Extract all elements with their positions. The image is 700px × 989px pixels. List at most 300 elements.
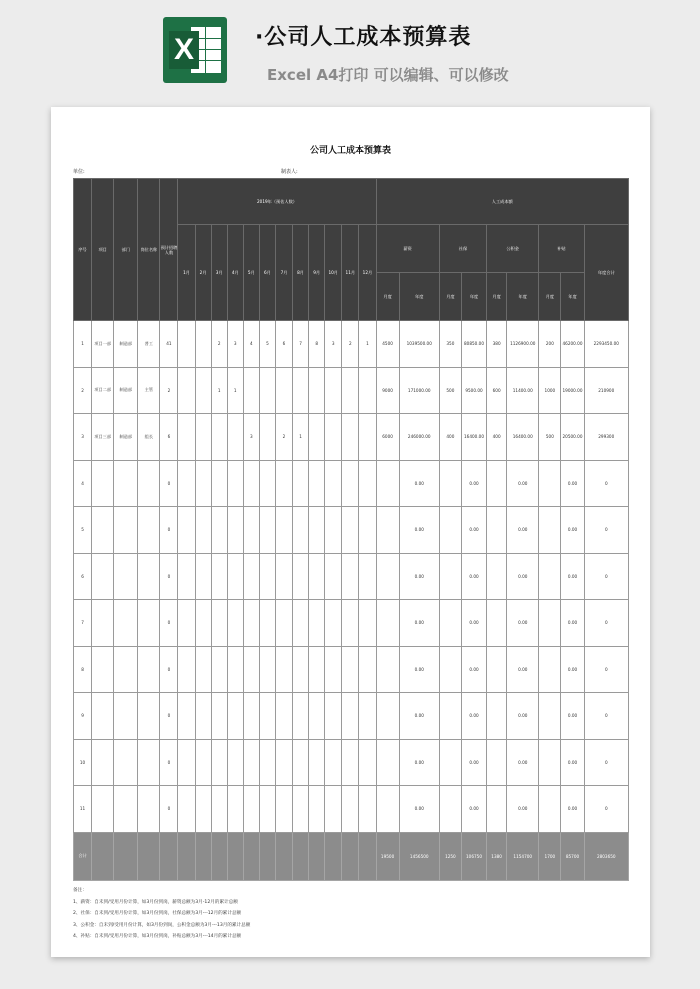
cell-fund-annual: 11400.00: [507, 367, 539, 414]
cell-year-total: 0: [584, 693, 628, 740]
header-month: 4月: [227, 225, 243, 321]
cell-year-total: 2293450.00: [584, 321, 628, 368]
cell-year-total: 0: [584, 646, 628, 693]
cell-month: [275, 553, 292, 600]
cell-dept: 制造部: [114, 321, 138, 368]
total-empty-cell: [195, 832, 211, 880]
cell-project: [92, 786, 114, 833]
cell-social-monthly: [439, 460, 461, 507]
total-empty-cell: [243, 832, 259, 880]
cell-social-annual: 0.00: [461, 739, 486, 786]
cell-month: [259, 367, 275, 414]
table-row: [74, 600, 629, 647]
cell-salary-monthly: [376, 553, 399, 600]
cell-position: [138, 646, 160, 693]
cell-fund-annual: 0.00: [507, 553, 539, 600]
cell-dept: 制造部: [114, 367, 138, 414]
cell-subsidy-monthly: [539, 646, 561, 693]
cell-month: 1: [293, 414, 309, 461]
cell-salary-annual: 0.00: [399, 600, 439, 647]
cell-month: [243, 693, 259, 740]
cell-project: 项目一部: [92, 321, 114, 368]
cell-project: [92, 693, 114, 740]
cell-position: [138, 786, 160, 833]
cell-month: [325, 786, 342, 833]
cell-month: [325, 367, 342, 414]
cell-month: [293, 460, 309, 507]
cell-fund-monthly: [487, 553, 507, 600]
cell-fund-monthly: 400: [487, 414, 507, 461]
cell-month: [275, 693, 292, 740]
cell-month: [275, 739, 292, 786]
cell-planned: 0: [160, 693, 178, 740]
total-empty-cell: [227, 832, 243, 880]
cell-planned: 41: [160, 321, 178, 368]
cell-month: [178, 600, 195, 647]
cell-position: [138, 693, 160, 740]
cell-month: [178, 460, 195, 507]
cell-month: [195, 786, 211, 833]
cell-month: [243, 367, 259, 414]
cell-salary-monthly: [376, 739, 399, 786]
cell-position: [138, 739, 160, 786]
cell-month: [275, 507, 292, 554]
cell-social-annual: 16400.00: [461, 414, 486, 461]
cell-month: [227, 739, 243, 786]
cell-month: [275, 646, 292, 693]
hero-title: ·公司人工成本预算表: [255, 25, 472, 50]
cell-month: [293, 507, 309, 554]
cell-month: [243, 739, 259, 786]
note-line: 1、薪资：自未到/受用月份计算，如3月份到岗，薪资总额为3月-12月的累计总额: [73, 899, 238, 905]
cell-subsidy-monthly: [539, 739, 561, 786]
cell-month: [259, 460, 275, 507]
total-empty-cell: [114, 832, 138, 880]
cell-subsidy-monthly: [539, 786, 561, 833]
cell-month: [293, 553, 309, 600]
header-project: 项目: [92, 179, 114, 321]
cell-month: [359, 460, 376, 507]
header-month: 6月: [259, 225, 275, 321]
total-salary-y: 1456500: [399, 832, 439, 880]
cell-seq: 7: [74, 600, 92, 647]
cell-month: [342, 600, 359, 647]
cell-year-total: 0: [584, 600, 628, 647]
cell-month: [259, 693, 275, 740]
cell-month: [309, 414, 325, 461]
cell-salary-monthly: [376, 507, 399, 554]
cell-planned: 2: [160, 367, 178, 414]
cell-month: [342, 460, 359, 507]
table-row: [74, 507, 629, 554]
cell-month: [259, 739, 275, 786]
cell-month: [227, 646, 243, 693]
cell-month: [275, 367, 292, 414]
cell-month: [259, 414, 275, 461]
cell-month: [243, 646, 259, 693]
cell-month: [342, 507, 359, 554]
cell-seq: 6: [74, 553, 92, 600]
cell-planned: 0: [160, 739, 178, 786]
cell-social-monthly: [439, 786, 461, 833]
cell-month: [178, 321, 195, 368]
cell-subsidy-monthly: [539, 553, 561, 600]
cell-month: [178, 646, 195, 693]
cell-month: [195, 507, 211, 554]
cell-seq: 3: [74, 414, 92, 461]
cell-position: 普工: [138, 321, 160, 368]
cell-dept: [114, 553, 138, 600]
cell-subsidy-monthly: [539, 693, 561, 740]
cell-month: [359, 507, 376, 554]
cell-month: [325, 507, 342, 554]
cell-social-annual: 0.00: [461, 600, 486, 647]
table-row: [74, 367, 629, 414]
cell-month: [259, 507, 275, 554]
cell-month: [293, 600, 309, 647]
cell-month: [259, 553, 275, 600]
total-hf-y: 1154700: [507, 832, 539, 880]
cell-month: [325, 646, 342, 693]
cell-fund-monthly: [487, 600, 507, 647]
cell-fund-monthly: 380: [487, 321, 507, 368]
cell-fund-annual: 0.00: [507, 507, 539, 554]
cell-subsidy-monthly: [539, 600, 561, 647]
cell-salary-monthly: [376, 460, 399, 507]
total-empty-cell: [275, 832, 292, 880]
total-empty-cell: [293, 832, 309, 880]
header-dept: 部门: [114, 179, 138, 321]
header-month: 11月: [342, 225, 359, 321]
cell-dept: [114, 693, 138, 740]
cell-salary-monthly: 9000: [376, 367, 399, 414]
cell-project: [92, 739, 114, 786]
cell-fund-annual: 0.00: [507, 460, 539, 507]
cell-seq: 4: [74, 460, 92, 507]
cell-month: [342, 693, 359, 740]
cell-salary-monthly: [376, 600, 399, 647]
cell-month: [359, 786, 376, 833]
cell-month: [211, 507, 227, 554]
cell-seq: 11: [74, 786, 92, 833]
cell-month: [195, 646, 211, 693]
cell-social-monthly: [439, 693, 461, 740]
cell-fund-monthly: [487, 739, 507, 786]
cell-year-total: 0: [584, 739, 628, 786]
cell-month: 5: [259, 321, 275, 368]
table-row: [74, 553, 629, 600]
cell-month: 3: [243, 414, 259, 461]
cell-month: [178, 786, 195, 833]
cell-planned: 0: [160, 600, 178, 647]
cell-salary-annual: 0.00: [399, 553, 439, 600]
total-empty-cell: [259, 832, 275, 880]
cell-month: [178, 693, 195, 740]
cell-month: [211, 600, 227, 647]
cell-month: [227, 460, 243, 507]
cell-social-monthly: [439, 739, 461, 786]
total-sub-y: 85700: [561, 832, 584, 880]
cell-month: [195, 600, 211, 647]
cell-social-annual: 9500.00: [461, 367, 486, 414]
hero-banner: [0, 0, 700, 100]
cell-dept: 制造部: [114, 414, 138, 461]
hero-subtitle: Excel A4打印 可以编辑、可以修改: [267, 66, 509, 84]
cell-fund-annual: 16400.00: [507, 414, 539, 461]
cell-planned: 0: [160, 507, 178, 554]
cell-subsidy-annual: 46200.00: [561, 321, 584, 368]
cell-planned: 0: [160, 786, 178, 833]
cell-month: 2: [211, 321, 227, 368]
total-empty-cell: [359, 832, 376, 880]
cell-project: [92, 553, 114, 600]
header-position: 岗位名称: [138, 179, 160, 321]
cell-position: [138, 460, 160, 507]
cell-planned: 6: [160, 414, 178, 461]
cell-fund-monthly: [487, 786, 507, 833]
cell-month: [275, 786, 292, 833]
cell-month: [309, 367, 325, 414]
cell-month: [293, 739, 309, 786]
cell-month: [359, 367, 376, 414]
cell-planned: 0: [160, 553, 178, 600]
cell-year-total: 210900: [584, 367, 628, 414]
header-category-fund: 公积金: [487, 225, 539, 273]
cell-position: 主管: [138, 367, 160, 414]
cell-social-annual: 0.00: [461, 693, 486, 740]
cell-month: [342, 414, 359, 461]
cell-position: [138, 507, 160, 554]
cell-social-monthly: [439, 646, 461, 693]
cell-year-total: 299300: [584, 414, 628, 461]
cell-social-monthly: [439, 553, 461, 600]
cell-project: [92, 460, 114, 507]
cell-fund-monthly: [487, 460, 507, 507]
cell-month: [227, 693, 243, 740]
header-month: 10月: [325, 225, 342, 321]
cell-month: [178, 739, 195, 786]
cell-month: [325, 739, 342, 786]
cell-month: [243, 553, 259, 600]
total-ss-y: 106750: [461, 832, 486, 880]
cell-month: [325, 693, 342, 740]
header-month: 7月: [275, 225, 292, 321]
total-ss-m: 1250: [439, 832, 461, 880]
header-annual: 年度: [399, 273, 439, 321]
cell-month: [309, 600, 325, 647]
cell-month: [342, 646, 359, 693]
cell-month: 3: [325, 321, 342, 368]
cell-planned: 0: [160, 460, 178, 507]
cell-month: [325, 553, 342, 600]
cell-month: [293, 786, 309, 833]
cell-month: [342, 739, 359, 786]
note-line: 3、公积金：自未到/受用月份计算，如3月份到岗，公积金总额为3月---13月的累计总额: [73, 922, 251, 928]
cell-social-annual: 0.00: [461, 786, 486, 833]
cell-subsidy-annual: 20500.00: [561, 414, 584, 461]
cell-dept: [114, 600, 138, 647]
cell-month: [195, 739, 211, 786]
cell-month: [195, 321, 211, 368]
cell-month: [243, 600, 259, 647]
note-line: 4、补贴：自未到/受用月份计算，如3月份到岗，补贴总额为3月---14月的累计总额: [73, 934, 242, 940]
cell-month: [342, 367, 359, 414]
cell-month: [195, 367, 211, 414]
notes-section: [73, 885, 250, 943]
header-planned: 预计招聘人数: [160, 179, 178, 321]
cell-fund-annual: 0.00: [507, 786, 539, 833]
header-category-salary: 薪资: [376, 225, 439, 273]
header-year-group: 2019年（预估人数）: [178, 179, 376, 225]
cell-month: [211, 646, 227, 693]
cell-month: [359, 600, 376, 647]
cell-month: [178, 414, 195, 461]
cell-seq: 5: [74, 507, 92, 554]
total-empty-cell: [160, 832, 178, 880]
cell-salary-monthly: [376, 693, 399, 740]
cell-position: 组长: [138, 414, 160, 461]
cell-month: [211, 553, 227, 600]
header-month: 9月: [309, 225, 325, 321]
cell-month: 2: [275, 414, 292, 461]
total-sub-m: 1700: [539, 832, 561, 880]
table-row: [74, 646, 629, 693]
total-empty-cell: [92, 832, 114, 880]
header-month: 3月: [211, 225, 227, 321]
cell-fund-monthly: [487, 693, 507, 740]
cell-fund-annual: 1126900.00: [507, 321, 539, 368]
cell-year-total: 0: [584, 786, 628, 833]
total-total: 2803650: [584, 832, 628, 880]
cell-month: [227, 553, 243, 600]
cell-month: [293, 367, 309, 414]
cell-seq: 8: [74, 646, 92, 693]
cell-social-monthly: 500: [439, 367, 461, 414]
header-monthly: 月度: [376, 273, 399, 321]
cell-planned: 0: [160, 646, 178, 693]
cell-salary-monthly: [376, 646, 399, 693]
cell-month: [243, 460, 259, 507]
cell-dept: [114, 460, 138, 507]
header-annual: 年度: [461, 273, 486, 321]
cell-month: [178, 553, 195, 600]
cell-project: [92, 600, 114, 647]
cell-month: [211, 693, 227, 740]
cell-month: [211, 414, 227, 461]
cell-subsidy-monthly: 1000: [539, 367, 561, 414]
cell-subsidy-annual: 0.00: [561, 507, 584, 554]
header-month: 2月: [195, 225, 211, 321]
total-hf-m: 1380: [487, 832, 507, 880]
header-category-social: 社保: [439, 225, 486, 273]
cell-fund-annual: 0.00: [507, 693, 539, 740]
header-month: 1月: [178, 225, 195, 321]
cell-social-annual: 0.00: [461, 553, 486, 600]
cell-month: [309, 739, 325, 786]
cell-subsidy-monthly: [539, 507, 561, 554]
cell-month: [293, 693, 309, 740]
cell-month: [275, 460, 292, 507]
cell-month: [211, 460, 227, 507]
total-empty-cell: [211, 832, 227, 880]
total-empty-cell: [325, 832, 342, 880]
cell-seq: 1: [74, 321, 92, 368]
cell-month: 4: [243, 321, 259, 368]
header-category-subsidy: 补贴: [539, 225, 584, 273]
cell-project: [92, 646, 114, 693]
cell-position: [138, 553, 160, 600]
cell-month: [227, 414, 243, 461]
cell-social-monthly: [439, 600, 461, 647]
table-row: [74, 460, 629, 507]
cell-subsidy-annual: 0.00: [561, 786, 584, 833]
header-month: 5月: [243, 225, 259, 321]
total-salary-m: 19500: [376, 832, 399, 880]
cell-month: [259, 786, 275, 833]
total-label: 合计: [74, 832, 92, 880]
cell-month: [325, 600, 342, 647]
cell-fund-annual: 0.00: [507, 739, 539, 786]
cell-month: [309, 553, 325, 600]
unit-label: 单位:: [73, 169, 85, 175]
cell-project: 项目二部: [92, 367, 114, 414]
cell-month: [195, 553, 211, 600]
cell-year-total: 0: [584, 507, 628, 554]
cell-salary-annual: 0.00: [399, 460, 439, 507]
cell-dept: [114, 646, 138, 693]
cell-month: [195, 414, 211, 461]
cell-month: [195, 693, 211, 740]
cell-salary-annual: 0.00: [399, 786, 439, 833]
note-line: 2、社保：自未到/受用月份计算，如3月份到岗，社保总额为3月---12月的累计总额: [73, 911, 242, 917]
cell-subsidy-annual: 0.00: [561, 646, 584, 693]
cell-project: [92, 507, 114, 554]
cell-month: [359, 553, 376, 600]
cell-month: [309, 693, 325, 740]
cell-month: 3: [227, 321, 243, 368]
cell-social-monthly: [439, 507, 461, 554]
cell-month: [243, 507, 259, 554]
header-monthly: 月度: [539, 273, 561, 321]
cell-month: [359, 646, 376, 693]
budget-table: [73, 178, 629, 881]
cell-seq: 2: [74, 367, 92, 414]
cell-month: [178, 367, 195, 414]
total-empty-cell: [342, 832, 359, 880]
cell-salary-annual: 0.00: [399, 646, 439, 693]
cell-year-total: 0: [584, 553, 628, 600]
cell-subsidy-annual: 0.00: [561, 600, 584, 647]
excel-logo-icon: [163, 17, 227, 83]
cell-social-annual: 0.00: [461, 646, 486, 693]
header-monthly: 月度: [439, 273, 461, 321]
maker-label: 制表人:: [281, 169, 298, 175]
header-annual: 年度: [507, 273, 539, 321]
cell-fund-annual: 0.00: [507, 646, 539, 693]
cell-month: [211, 739, 227, 786]
note-line: 备注：: [73, 888, 87, 893]
cell-month: [275, 600, 292, 647]
cell-month: [243, 786, 259, 833]
total-empty-cell: [309, 832, 325, 880]
cell-project: 项目三部: [92, 414, 114, 461]
cell-salary-annual: 0.00: [399, 507, 439, 554]
cell-social-annual: 80850.00: [461, 321, 486, 368]
cell-subsidy-monthly: [539, 460, 561, 507]
cell-salary-annual: 0.00: [399, 693, 439, 740]
sheet-title: 公司人工成本预算表: [309, 146, 391, 156]
table-row: [74, 321, 629, 368]
